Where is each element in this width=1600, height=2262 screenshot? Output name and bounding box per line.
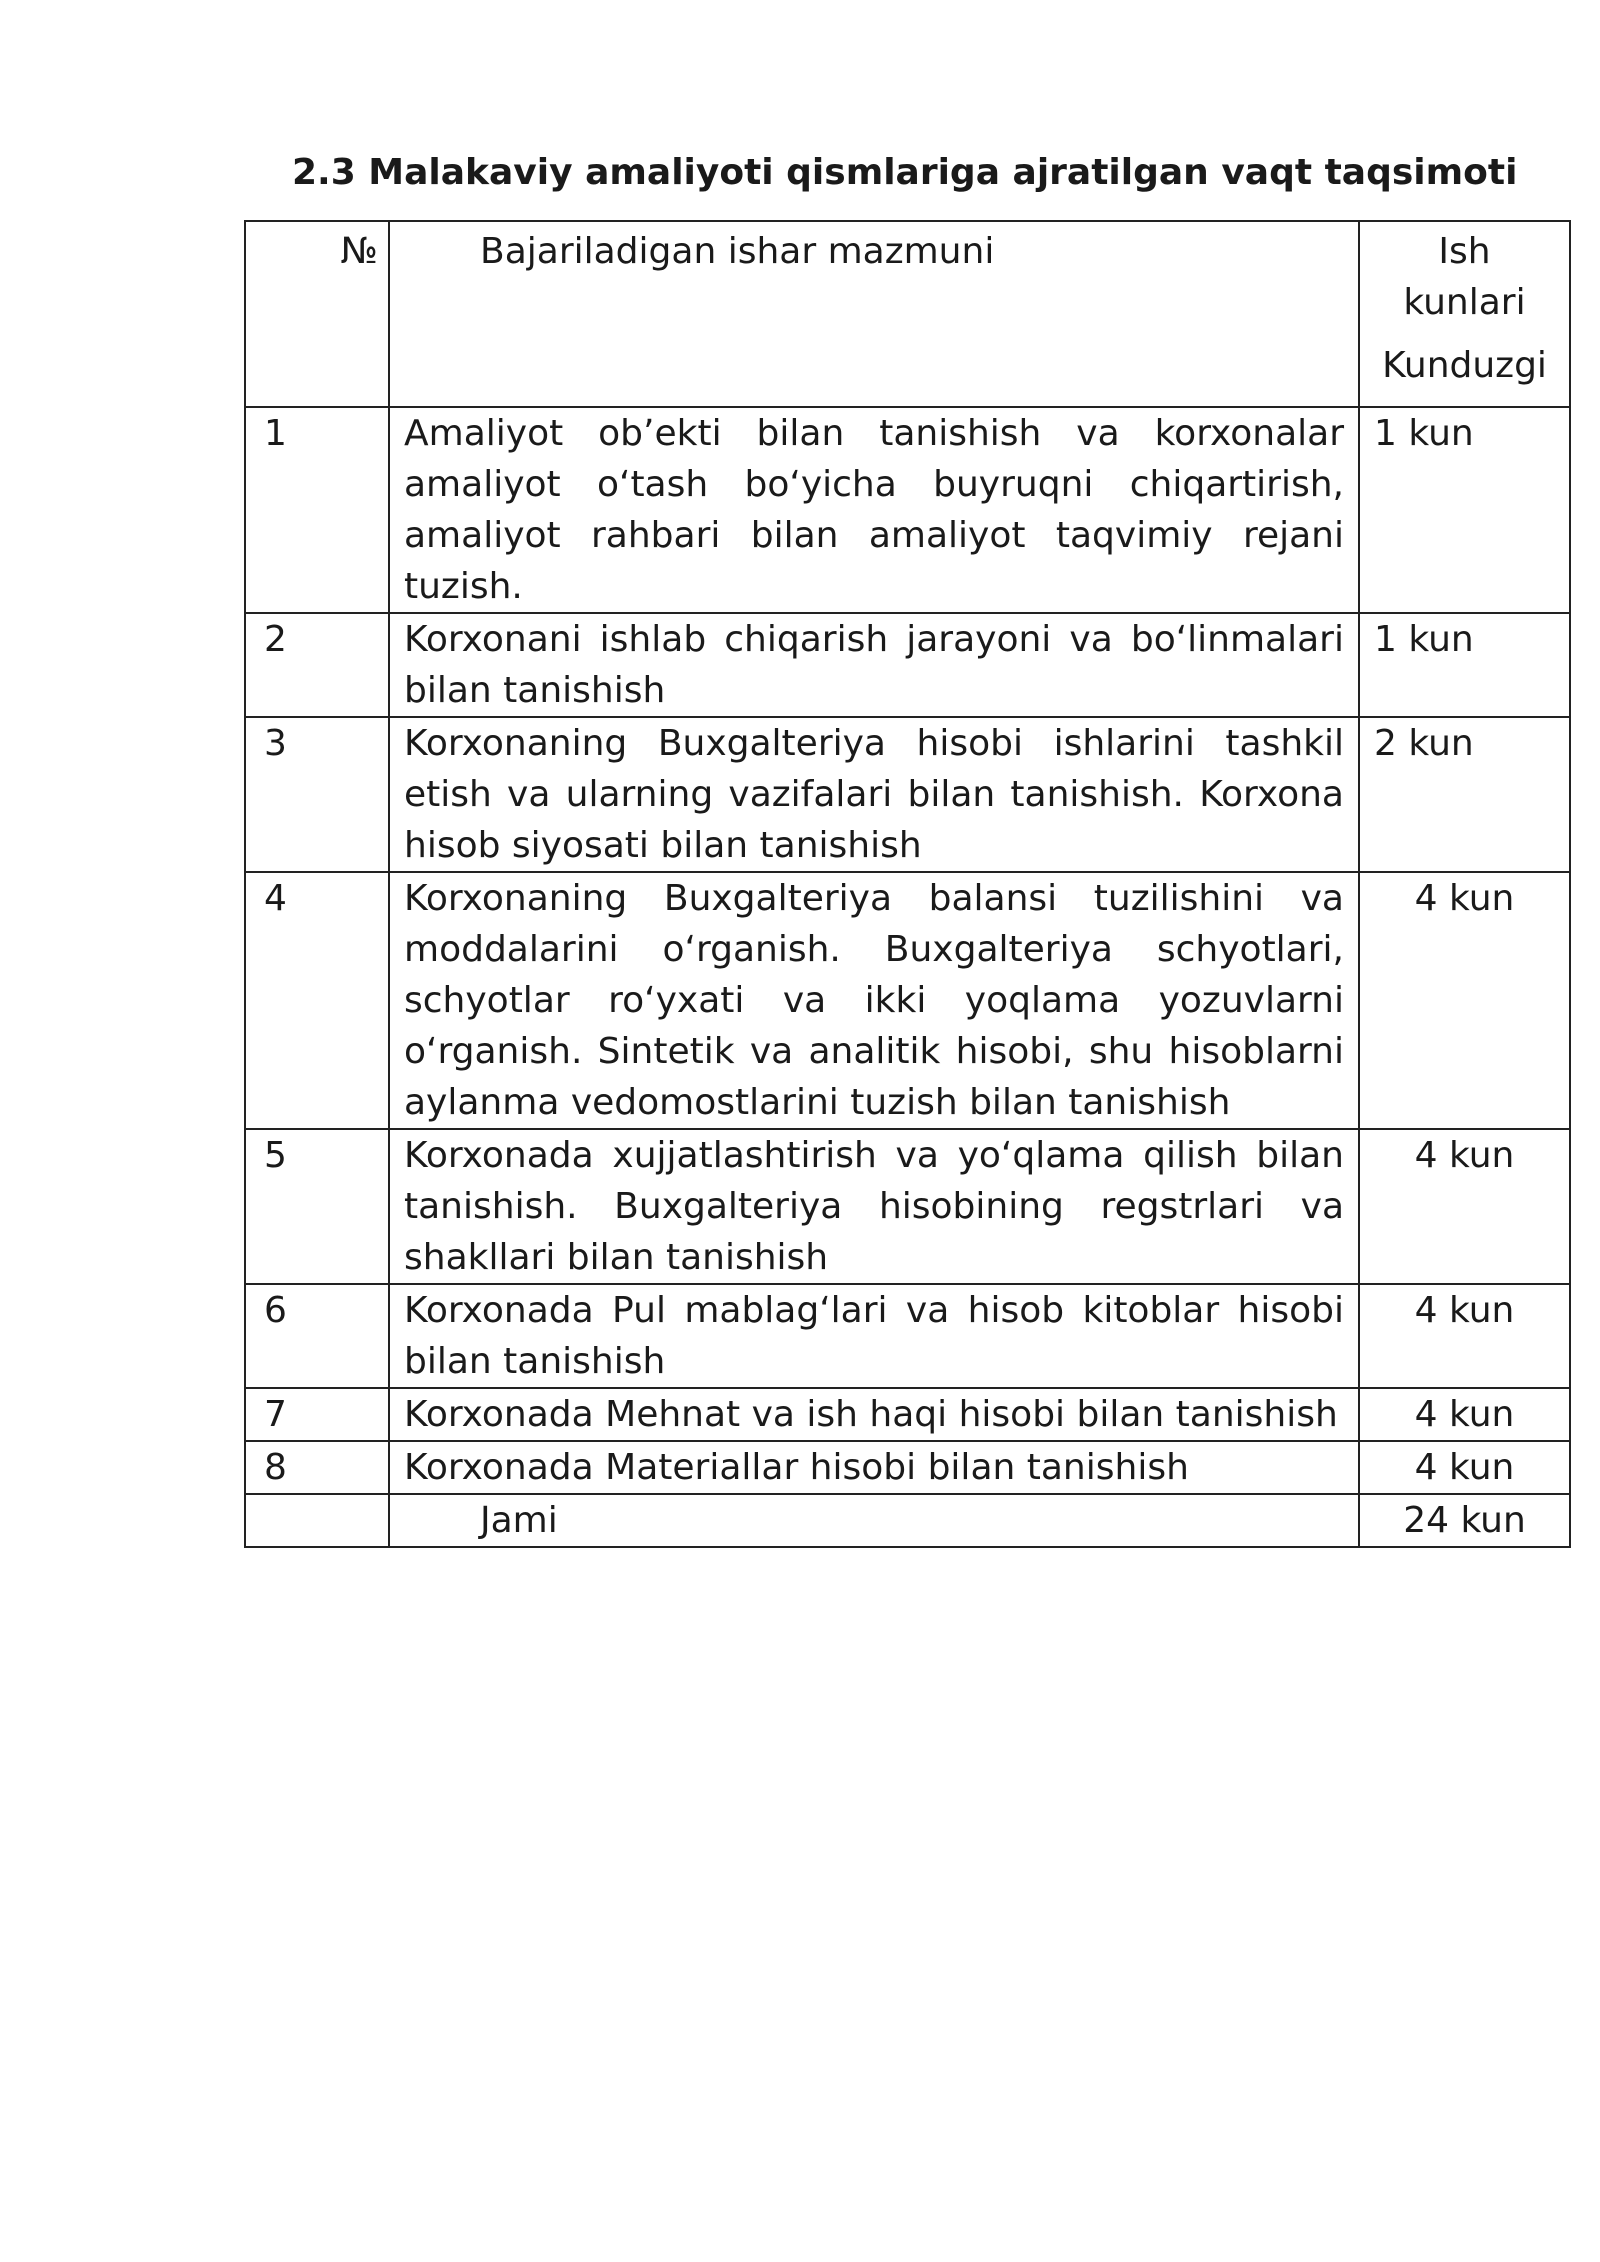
- row-content: Korxonada Pul mablag‘lari va hisob kitoblar hisobi bilan tanishish: [389, 1284, 1359, 1388]
- row-days: 1 kun: [1359, 407, 1570, 613]
- total-days: 24 kun: [1359, 1494, 1570, 1547]
- row-number: 1: [245, 407, 389, 613]
- row-content: Amaliyot ob’ekti bilan tanishish va korxonalar amaliyot o‘tash bo‘yicha buyruqni chiqartirish, amaliyot rahbari bilan amaliyot taqvimiy rejani tuzish.: [389, 407, 1359, 613]
- table-row: [245, 717, 1570, 872]
- table-row: [245, 872, 1570, 1129]
- table-row: [245, 407, 1570, 613]
- row-number: 2: [245, 613, 389, 717]
- header-days: [1359, 221, 1570, 407]
- row-days: 1 kun: [1359, 613, 1570, 717]
- table-total-row: [245, 1494, 1570, 1547]
- row-number: 8: [245, 1441, 389, 1494]
- page-title: 2.3 Malakaviy amaliyoti qismlariga ajratilgan vaqt taqsimoti: [292, 152, 1518, 193]
- row-days: 2 kun: [1359, 717, 1570, 872]
- header-number: №: [245, 221, 389, 407]
- row-number: 3: [245, 717, 389, 872]
- table-header-row: [245, 221, 1570, 407]
- row-number: 6: [245, 1284, 389, 1388]
- table-row: [245, 1284, 1570, 1388]
- row-number: 5: [245, 1129, 389, 1284]
- row-days: 4 kun: [1359, 1129, 1570, 1284]
- row-content: Korxonada xujjatlashtirish va yo‘qlama qilish bilan tanishish. Buxgalteriya hisobining regstrlari va shakllari bilan tanishish: [389, 1129, 1359, 1284]
- table-row: [245, 1388, 1570, 1441]
- row-days: 4 kun: [1359, 1284, 1570, 1388]
- header-days-line2: kunlari: [1403, 282, 1526, 323]
- row-days: 4 kun: [1359, 1388, 1570, 1441]
- total-label: Jami: [389, 1494, 1359, 1547]
- row-number: 4: [245, 872, 389, 1129]
- table-row: [245, 613, 1570, 717]
- schedule-table: [244, 220, 1571, 1548]
- row-number: 7: [245, 1388, 389, 1441]
- header-days-sub: Kunduzgi: [1382, 345, 1547, 386]
- header-content: Bajariladigan ishar mazmuni: [389, 221, 1359, 407]
- row-content: Korxonaning Buxgalteriya balansi tuzilishini va moddalarini o‘rganish. Buxgalteriya schyotlari, schyotlar ro‘yxati va ikki yoqlama yozuvlarni o‘rganish. Sintetik va analitik hisobi, shu hisoblarni aylanma vedomostlarini tuzish bilan tanishish: [389, 872, 1359, 1129]
- row-content: Korxonani ishlab chiqarish jarayoni va bo‘linmalari bilan tanishish: [389, 613, 1359, 717]
- row-content: Korxonada Materiallar hisobi bilan tanishish: [389, 1441, 1359, 1494]
- total-empty-cell: [245, 1494, 389, 1547]
- row-days: 4 kun: [1359, 1441, 1570, 1494]
- table-row: [245, 1129, 1570, 1284]
- row-content: Korxonada Mehnat va ish haqi hisobi bilan tanishish: [389, 1388, 1359, 1441]
- header-days-line1: Ish: [1438, 231, 1491, 272]
- row-days: 4 kun: [1359, 872, 1570, 1129]
- table-row: [245, 1441, 1570, 1494]
- row-content: Korxonaning Buxgalteriya hisobi ishlarini tashkil etish va ularning vazifalari bilan tanishish. Korxona hisob siyosati bilan tanishish: [389, 717, 1359, 872]
